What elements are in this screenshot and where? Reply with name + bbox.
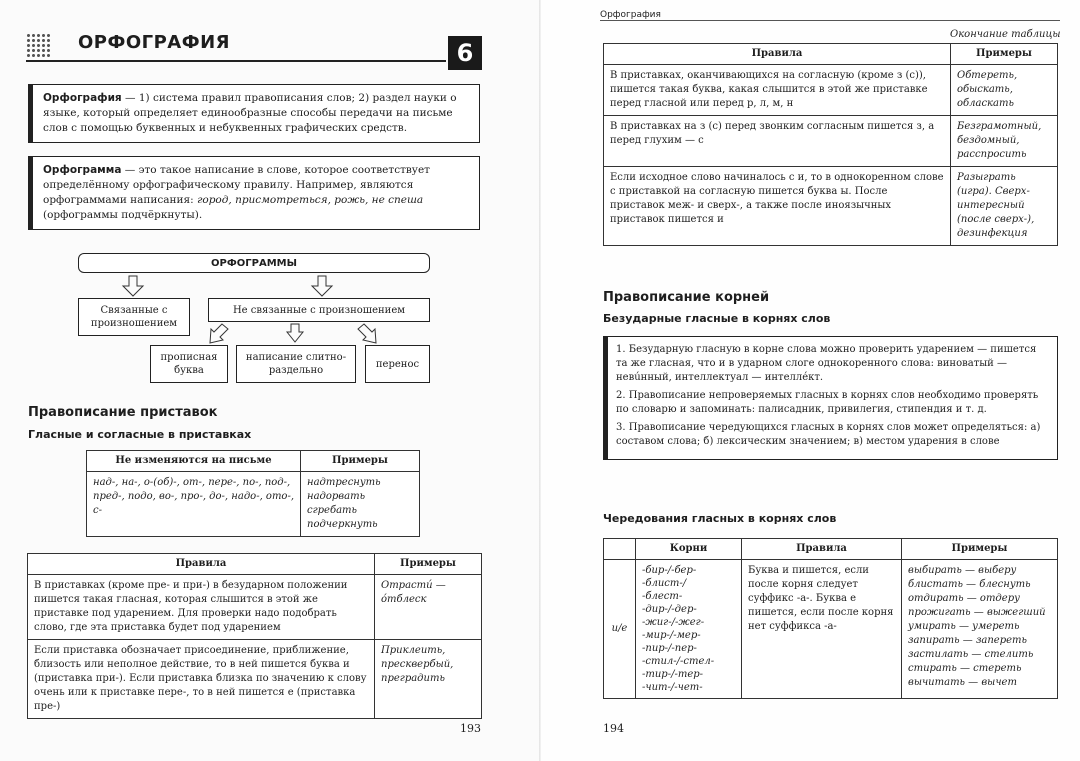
example-line: бездомный, [957,135,1020,146]
root-line: -блист-/ [642,578,687,589]
arrow-down-right-icon [358,324,376,343]
diagram-leaf-hyphen: перенос [365,345,430,383]
table-cell-examples [375,575,482,640]
table-header: Правила [742,539,902,560]
example-line: Разыграть [957,172,1016,183]
prefix-table [86,450,420,537]
table-header: Не изменяются на письме [87,451,301,472]
alternation-table [603,538,1058,699]
diagram-right-branch: Не связанные с произношением [208,298,430,322]
example-line: Обтереть, [957,70,1018,81]
table-row [604,560,1058,699]
table-cell-rule: В приставках на з (с) перед звонким согласным пишется з, а перед глухим — с [604,116,951,167]
table-cell-examples [951,167,1058,246]
list-item: 2. Правописание непроверяемых гласных в корнях слов необходимо проверять по словарю и запоминать: палисадник, привилегия, стипендия и т. д. [616,390,1039,415]
table-header: Примеры [951,44,1058,65]
diagram-left-branch: Связанные с произношением [78,298,190,336]
table-header: Корни [636,539,742,560]
example-line: застилать — стелить [908,649,1034,660]
table-cell-examples [951,65,1058,116]
example-line: блистать — блеснуть [908,579,1031,590]
table-row [28,640,482,719]
table-header: Правила [604,44,951,65]
diagram-leaf-capital: прописная буква [150,345,228,383]
root-vowels-list [603,336,1058,460]
alternation-title: Чередования гласных в корнях слов [603,512,837,525]
chapter-title: ОРФОГРАФИЯ [78,32,231,53]
table-row [604,116,1058,167]
example-line: умирать — умереть [908,621,1020,632]
table-cell-rule: В приставках (кроме пре- и при-) в безударном положении пишется такая гласная, которая слышится в этой же приставке под ударением. Для проверки надо подобрать слово, где эта приставка будет под ударением [28,575,375,640]
table-cell-rule: В приставках, оканчивающихся на согласную (кроме з (с)), пишется такая буква, какая слышится в этой же приставке перед гласной или перед р, л, м, н [604,65,951,116]
example-line: óтблеск [381,594,427,605]
root-line: -пир-/-пер- [642,643,697,654]
root-line: -мир-/-мер- [642,630,701,641]
root-line: -бир-/-бер- [642,565,697,576]
root-line: -жиг-/-жег- [642,617,705,628]
definition-tail: (орфограммы подчёркнуты). [43,209,203,221]
example-line: (после сверх-), [957,214,1035,225]
root-line: -дир-/-дер- [642,604,697,615]
table-row [28,575,482,640]
table-end-note: Окончание таблицы [950,29,1061,40]
example-line: обласкать [957,98,1014,109]
table-cell-examples [301,472,420,537]
running-head: Орфография [600,10,661,20]
diagram-root: ОРФОГРАММЫ [78,253,430,273]
table-header [604,539,636,560]
table-header: Правила [28,554,375,575]
diagram-leaf-spelling: написание слитно-раздельно [236,345,356,383]
example-line: пресквербый, [381,659,454,670]
example-line: выбирать — выберу [908,565,1017,576]
example-line: Безграмотный, [957,121,1042,132]
book-gutter [539,0,541,761]
table-row [604,167,1058,246]
list-item: 3. Правописание чередующихся гласных в корнях слов может определяться: а) составом слова; б) лексическим значением; в) местом ударения в слове [616,422,1041,447]
table-cell-examples [902,560,1058,699]
section-title: Правописание корней [603,290,770,305]
page-number: 193 [460,722,481,735]
definition-text: — 1) система правил правописания слов; 2) раздел науки о языке, который определяет единообразные способы передачи на письме слов с помощью буквенных и небуквенных графических средств. [43,92,457,134]
prefix-rules-table [27,553,482,719]
arrow-down-icon [287,324,303,342]
table-header: Примеры [301,451,420,472]
example-line: расспросить [957,149,1027,160]
example-line: сгребать [307,505,357,516]
example-line: интересный [957,200,1025,211]
definition-examples: город, присмотреться, рожь, не спеша [197,194,424,206]
arrow-down-icon [123,276,143,296]
table-row [604,65,1058,116]
subsection-title: Безударные гласные в корнях слов [603,312,831,325]
table-cell-rule: Если исходное слово начиналось с и, то в однокоренном слове с приставкой на согласную пишется буква ы. После приставок меж- и сверх-, а также после иноязычных приставок пишется и [604,167,951,246]
root-line: -стил-/-стел- [642,656,715,667]
table-cell-roots [636,560,742,699]
arrow-down-left-icon [210,324,228,343]
example-line: стирать — стереть [908,663,1022,674]
example-line: прожигать — выжегший [908,607,1046,618]
prefix-rules-table-end [603,43,1058,246]
example-line: вычитать — вычет [908,677,1017,688]
table-cell-examples [951,116,1058,167]
root-line: -тир-/-тер- [642,669,704,680]
definition-text: — это такое написание в слове, которое соответствует определённому орфографическому правилу. Например, являются орфограммами написания: [43,164,430,206]
example-line: надтреснуть [307,477,381,488]
chapter-number: 6 [448,36,482,70]
table-cell-rule: Если приставка обозначает присоединение, приближение, близость или неполное действие, то в ней пишется буква и (приставка при-). Если приставка близка по значению к слову очень или к приставке пере-, то в ней пишется е (приставка пре-) [28,640,375,719]
definition-term: Орфография [43,92,122,104]
example-line: надорвать [307,491,366,502]
example-line: преградить [381,673,445,684]
example-line: отдирать — отдеру [908,593,1020,604]
page-number: 194 [603,722,624,735]
table-cell-rules: Буква и пишется, если после корня следует суффикс -а-. Буква е пишется, если после корня нет суффикса -а- [742,560,902,699]
example-line: обыскать, [957,84,1013,95]
example-line: запирать — запереть [908,635,1027,646]
table-cell-label: и/е [604,560,636,699]
running-head-rule [600,20,1060,21]
root-line: -чит-/-чет- [642,682,703,693]
table-header: Примеры [375,554,482,575]
list-item: 1. Безударную гласную в корне слова можно проверить ударением — пишется та же гласная, что и в ударном слоге однокоренного слова: виноватый — невúнный, интеллектуал — интеллéкт. [616,344,1037,383]
definition-term: Орфограмма [43,164,122,176]
root-line: -блест- [642,591,683,602]
section-title: Правописание приставок [28,405,218,420]
table-cell-prefixes: над-, на-, о-(об)-, от-, пере-, по-, под-, пред-, подо, во-, про-, до-, надо-, ото-, с- [87,472,301,537]
example-line: Отрастú — [381,580,446,591]
example-line: (игра). Сверх- [957,186,1030,197]
example-line: подчеркнуть [307,519,378,530]
table-cell-examples [375,640,482,719]
example-line: Приклеить, [381,645,446,656]
table-header: Примеры [902,539,1058,560]
subsection-title: Гласные и согласные в приставках [28,428,252,441]
arrow-down-icon [312,276,332,296]
example-line: дезинфекция [957,228,1028,239]
